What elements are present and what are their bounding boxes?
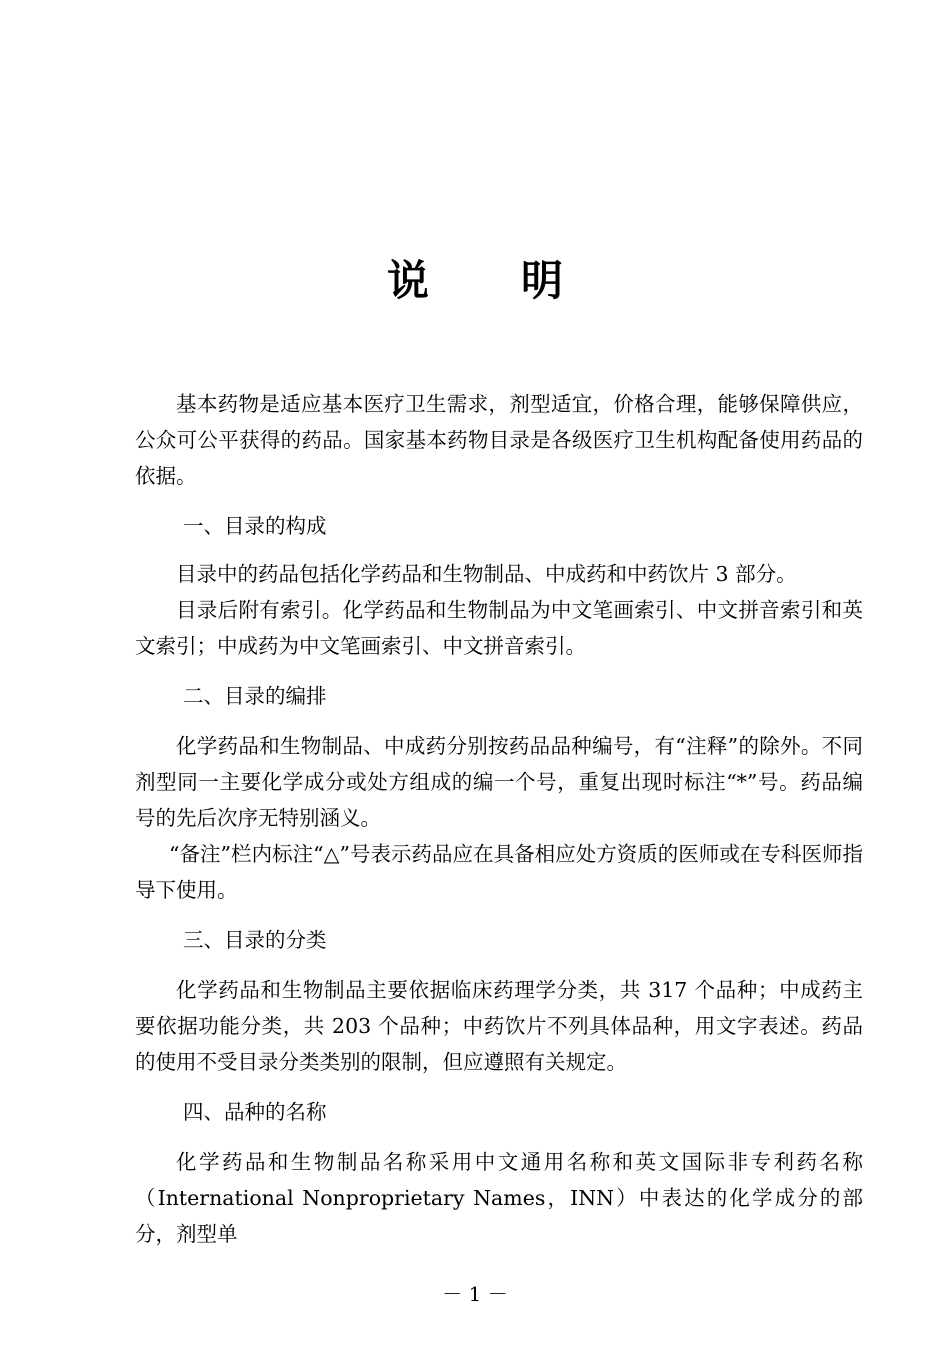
page-title: [0, 248, 950, 308]
title-char-2: 明: [521, 256, 564, 305]
section-2-paragraph-1: 化学药品和生物制品、中成药分别按药品品种编号，有“注释”的除外。不同剂型同一主要化学成分或处方组成的编一个号，重复出现时标注“*”号。药品编号的先后次序无特别涵义。: [135, 734, 863, 830]
section-4-paragraph-1: 化学药品和生物制品名称采用中文通用名称和英文国际非专利药名称（International Nonproprietary Names，INN）中表达的化学成分的部分，剂型单: [135, 1150, 863, 1246]
section-heading-names: 四、品种的名称: [183, 1100, 327, 1124]
section-2-paragraph-2: “备注”栏内标注“△”号表示药品应在具备相应处方资质的医师或在专科医师指导下使用。: [135, 842, 863, 902]
section-3-paragraph-1: 化学药品和生物制品主要依据临床药理学分类，共 317 个品种；中成药主要依据功能分类，共 203 个品种；中药饮片不列具体品种，用文字表述。药品的使用不受目录分类类别的限制，但应遵照有关规定。: [135, 978, 863, 1074]
document-body: [135, 386, 863, 1252]
section-1-paragraph-2: 目录后附有索引。化学药品和生物制品为中文笔画索引、中文拼音索引和英文索引；中成药为中文笔画索引、中文拼音索引。: [135, 598, 863, 658]
section-heading-classification: 三、目录的分类: [183, 928, 327, 952]
page-number: － 1 －: [442, 1282, 508, 1306]
title-char-1: 说: [386, 256, 429, 305]
section-heading-arrangement: 二、目录的编排: [183, 684, 327, 708]
section-1-paragraph-1: 目录中的药品包括化学药品和生物制品、中成药和中药饮片 3 部分。: [176, 562, 797, 586]
section-heading-composition: 一、目录的构成: [183, 514, 327, 538]
intro-paragraph: 基本药物是适应基本医疗卫生需求，剂型适宜，价格合理，能够保障供应，公众可公平获得的药品。国家基本药物目录是各级医疗卫生机构配备使用药品的依据。: [135, 392, 863, 488]
